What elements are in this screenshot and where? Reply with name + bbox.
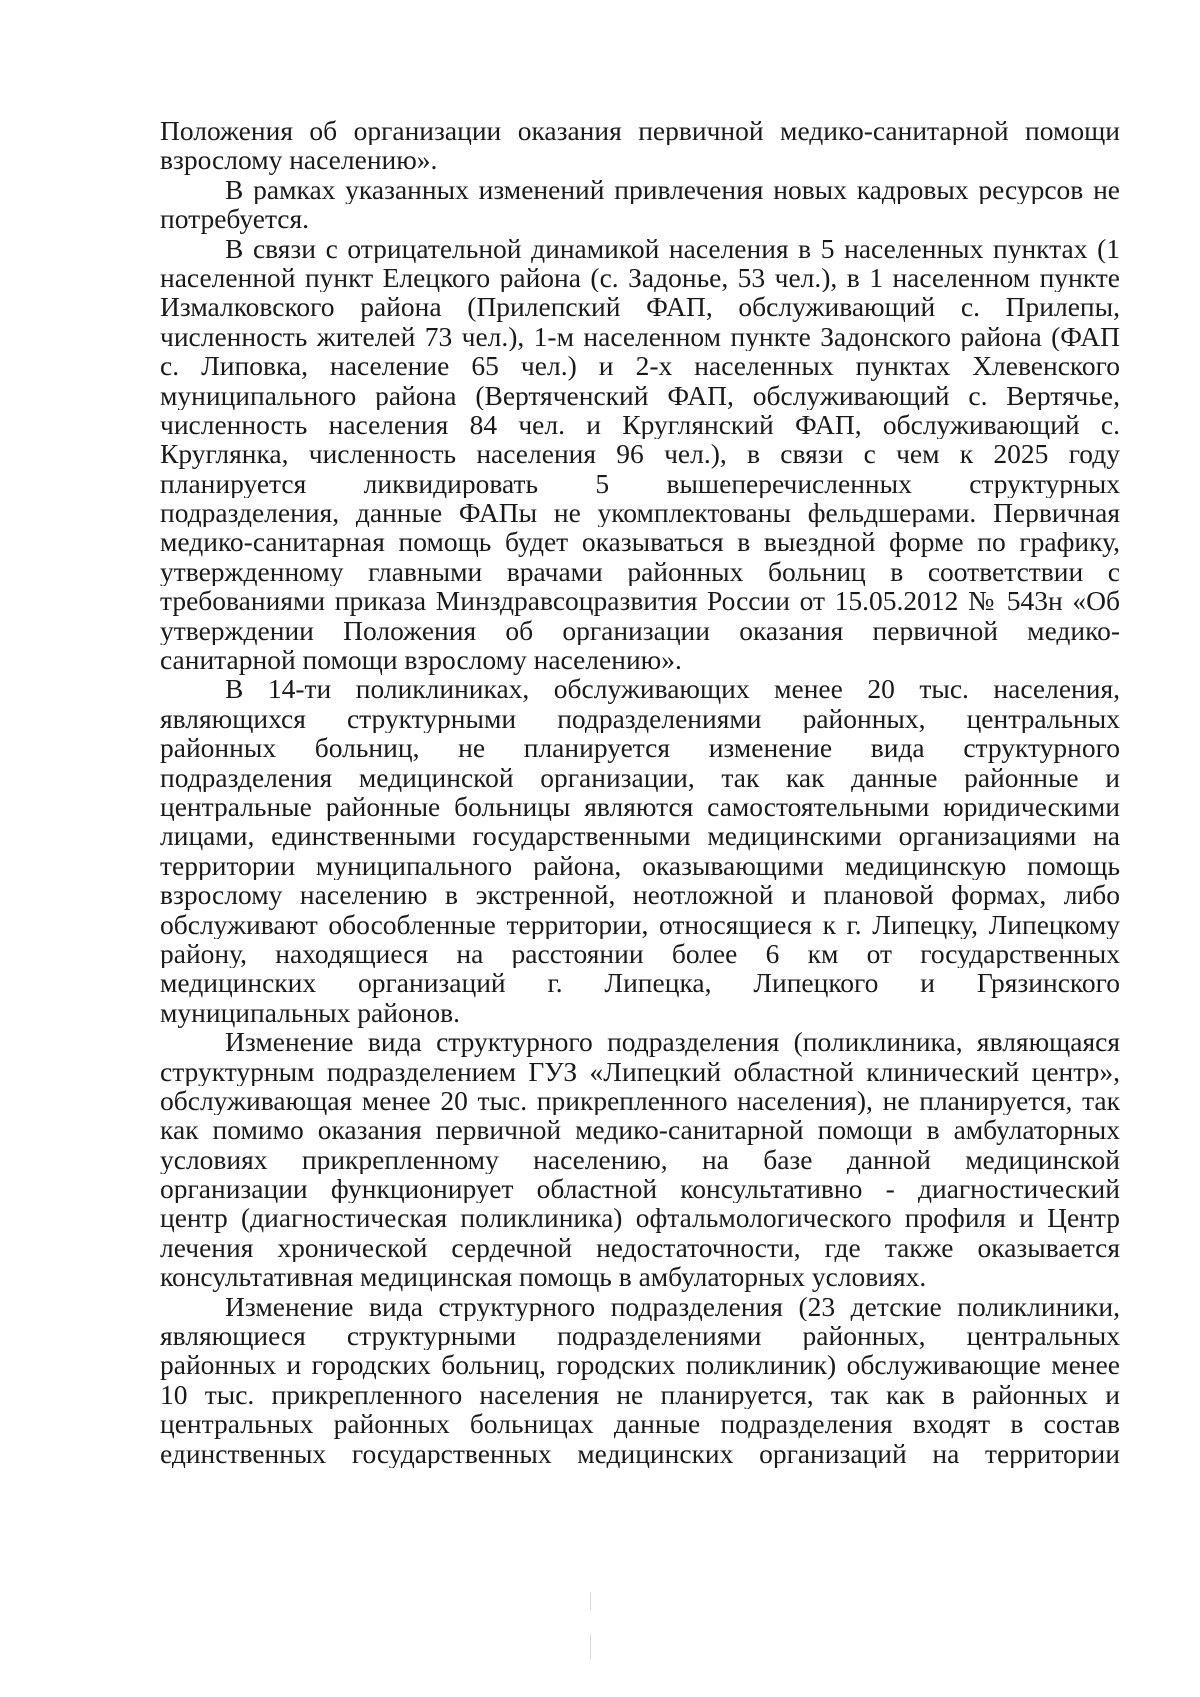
text-line: Измалковского района (Прилепский ФАП, обслуживающий с. Прилепы, — [160, 292, 1120, 322]
text-line: Изменение вида структурного подразделения (23 детские поликлиники, — [225, 1291, 1120, 1322]
text-line: консультативная медицинская помощь в амбулаторных условиях. — [160, 1261, 927, 1293]
text-line: лечения хронической сердечной недостаточности, где также оказывается — [160, 1232, 1120, 1263]
scan-mark-top — [590, 1592, 591, 1610]
text-line: взрослому населению в экстренной, неотложной и плановой формах, либо — [160, 880, 1120, 910]
text-line: потребуется. — [160, 203, 310, 235]
text-line: лицами, единственными государственными медицинскими организациями на — [160, 821, 1120, 851]
text-line: условиях прикрепленному населению, на базе данной медицинской — [160, 1144, 1120, 1175]
text-line: Круглянка, численность населения 96 чел.), в связи с чем к 2025 году — [160, 439, 1120, 469]
text-line: медико-санитарная помощь будет оказываться в выездной форме по графику, — [160, 527, 1120, 557]
scan-mark-bottom — [590, 1634, 591, 1660]
text-line: планируется ликвидировать 5 вышеперечисленных структурных — [160, 468, 1120, 499]
text-line: обслуживающая менее 20 тыс. прикрепленного населения), не планируется, так — [160, 1085, 1120, 1116]
text-line: как помимо оказания первичной медико-санитарной помощи в амбулаторных — [160, 1115, 1120, 1145]
text-line: району, находящиеся на расстоянии более 6 км от государственных — [160, 938, 1120, 969]
text-line: Положения об организации оказания первичной медико-санитарной помощи — [160, 116, 1120, 146]
text-line: обслуживают обособленные территории, относящиеся к г. Липецку, Липецкому — [160, 909, 1120, 939]
text-line: муниципального района (Вертяченский ФАП, обслуживающий с. Вертячье, — [160, 380, 1120, 410]
text-line: центральных районных больницах данные подразделения входят в состав — [160, 1409, 1120, 1439]
text-line: организации функционирует областной консультативно - диагностический — [160, 1174, 1120, 1204]
text-line: структурным подразделением ГУЗ «Липецкий областной клинический центр», — [160, 1056, 1120, 1086]
text-line: центральные районные больницы являются самостоятельными юридическими — [160, 791, 1120, 822]
text-line: В связи с отрицательной динамикой населения в 5 населенных пунктах (1 — [225, 233, 1120, 263]
text-line: В 14-ти поликлиниках, обслуживающих менее 20 тыс. населения, — [225, 674, 1120, 704]
text-line: медицинских организаций г. Липецка, Липецкого и Грязинского — [160, 968, 1120, 998]
text-line: являющихся структурными подразделениями районных, центральных — [160, 703, 1120, 734]
text-line: подразделения, данные ФАПы не укомплектованы фельдшерами. Первичная — [160, 498, 1120, 528]
text-line: Изменение вида структурного подразделения (поликлиника, являющаяся — [225, 1027, 1120, 1057]
text-line: районных и городских больниц, городских поликлиник) обслуживающие менее — [160, 1350, 1120, 1380]
text-line: взрослому населению». — [160, 144, 438, 176]
text-line: муниципальных районов. — [160, 996, 461, 1028]
text-line: утвержденному главными врачами районных больниц в соответствии с — [160, 556, 1120, 587]
text-line: утверждении Положения об организации оказания первичной медико- — [160, 615, 1120, 646]
text-line: 10 тыс. прикрепленного населения не планируется, так как в районных и — [160, 1379, 1120, 1410]
text-line: являющиеся структурными подразделениями районных, центральных — [160, 1321, 1120, 1351]
text-line: В рамках указанных изменений привлечения новых кадровых ресурсов не — [225, 174, 1120, 205]
text-line: с. Липовка, население 65 чел.) и 2-х населенных пунктах Хлевенского — [160, 351, 1120, 381]
text-line: численность жителей 73 чел.), 1-м населенном пункте Задонского района (ФАП — [160, 321, 1120, 352]
text-line: районных больниц, не планируется изменение вида структурного — [160, 733, 1120, 763]
text-line: подразделения медицинской организации, так как данные районные и — [160, 762, 1120, 792]
text-line: территории муниципального района, оказывающими медицинскую помощь — [160, 850, 1120, 881]
text-line: населенной пункт Елецкого района (с. Задонье, 53 чел.), в 1 населенном пункте — [160, 262, 1120, 293]
text-line: санитарной помощи взрослому населению». — [160, 644, 682, 676]
text-line: требованиями приказа Минздравсоцразвития России от 15.05.2012 № 543н «Об — [160, 586, 1120, 616]
text-line: центр (диагностическая поликлиника) офтальмологического профиля и Центр — [160, 1203, 1120, 1233]
text-line: единственных государственных медицинских организаций на территории — [160, 1438, 1120, 1468]
text-line: численность населения 84 чел. и Круглянский ФАП, обслуживающий с. — [160, 409, 1120, 440]
document-body-text — [160, 116, 1120, 1468]
